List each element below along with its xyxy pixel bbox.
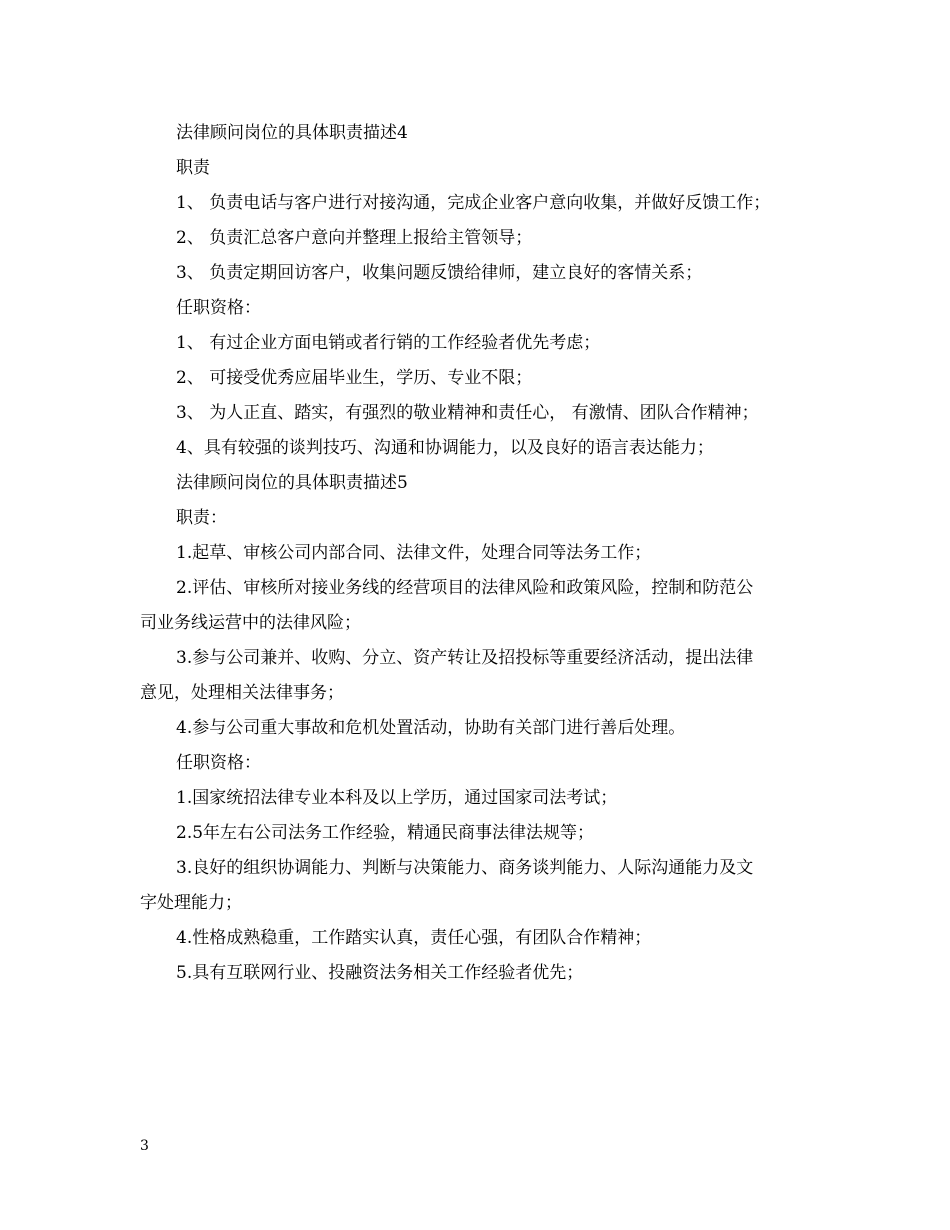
section-heading: 法律顾问岗位的具体职责描述4 — [176, 123, 408, 143]
list-item: 1、 负责电话与客户进行对接沟通，完成企业客户意向收集，并做好反馈工作； — [176, 193, 771, 213]
list-item: 1.国家统招法律专业本科及以上学历，通过国家司法考试； — [176, 788, 618, 808]
subheading: 任职资格： — [176, 298, 261, 318]
list-item: 3.参与公司兼并、收购、分立、资产转让及招投标等重要经济活动，提出法律 — [176, 648, 754, 668]
list-item: 4.参与公司重大事故和危机处置活动，协助有关部门进行善后处理。 — [176, 718, 686, 738]
list-item: 5.具有互联网行业、投融资法务相关工作经验者优先； — [176, 963, 584, 983]
list-item: 3、 为人正直、踏实，有强烈的敬业精神和责任心， 有激情、团队合作精神； — [176, 403, 759, 423]
list-item: 3、 负责定期回访客户，收集问题反馈给律师，建立良好的客情关系； — [176, 263, 703, 283]
list-item: 3.良好的组织协调能力、判断与决策能力、商务谈判能力、人际沟通能力及文 — [176, 858, 754, 878]
list-item: 4.性格成熟稳重，工作踏实认真，责任心强，有团队合作精神； — [176, 928, 652, 948]
list-item-continuation: 字处理能力； — [140, 893, 242, 913]
subheading: 职责 — [176, 158, 210, 178]
list-item-continuation: 意见，处理相关法律事务； — [140, 683, 344, 703]
list-item: 2.5年左右公司法务工作经验，精通民商事法律法规等； — [176, 823, 595, 843]
subheading: 职责： — [176, 508, 227, 528]
list-item: 1.起草、审核公司内部合同、法律文件，处理合同等法务工作； — [176, 543, 652, 563]
subheading: 任职资格： — [176, 753, 261, 773]
list-item: 2.评估、审核所对接业务线的经营项目的法律风险和政策风险，控制和防范公 — [176, 578, 754, 598]
page-number: 3 — [140, 1138, 149, 1154]
list-item: 2、 可接受优秀应届毕业生，学历、专业不限； — [176, 368, 533, 388]
list-item-continuation: 司业务线运营中的法律风险； — [140, 613, 361, 633]
list-item: 4、具有较强的谈判技巧、沟通和协调能力，以及良好的语言表达能力； — [176, 438, 714, 458]
document-body — [140, 116, 820, 991]
list-item: 1、 有过企业方面电销或者行销的工作经验者优先考虑； — [176, 333, 601, 353]
section-heading: 法律顾问岗位的具体职责描述5 — [176, 473, 408, 493]
list-item: 2、 负责汇总客户意向并整理上报给主管领导； — [176, 228, 533, 248]
